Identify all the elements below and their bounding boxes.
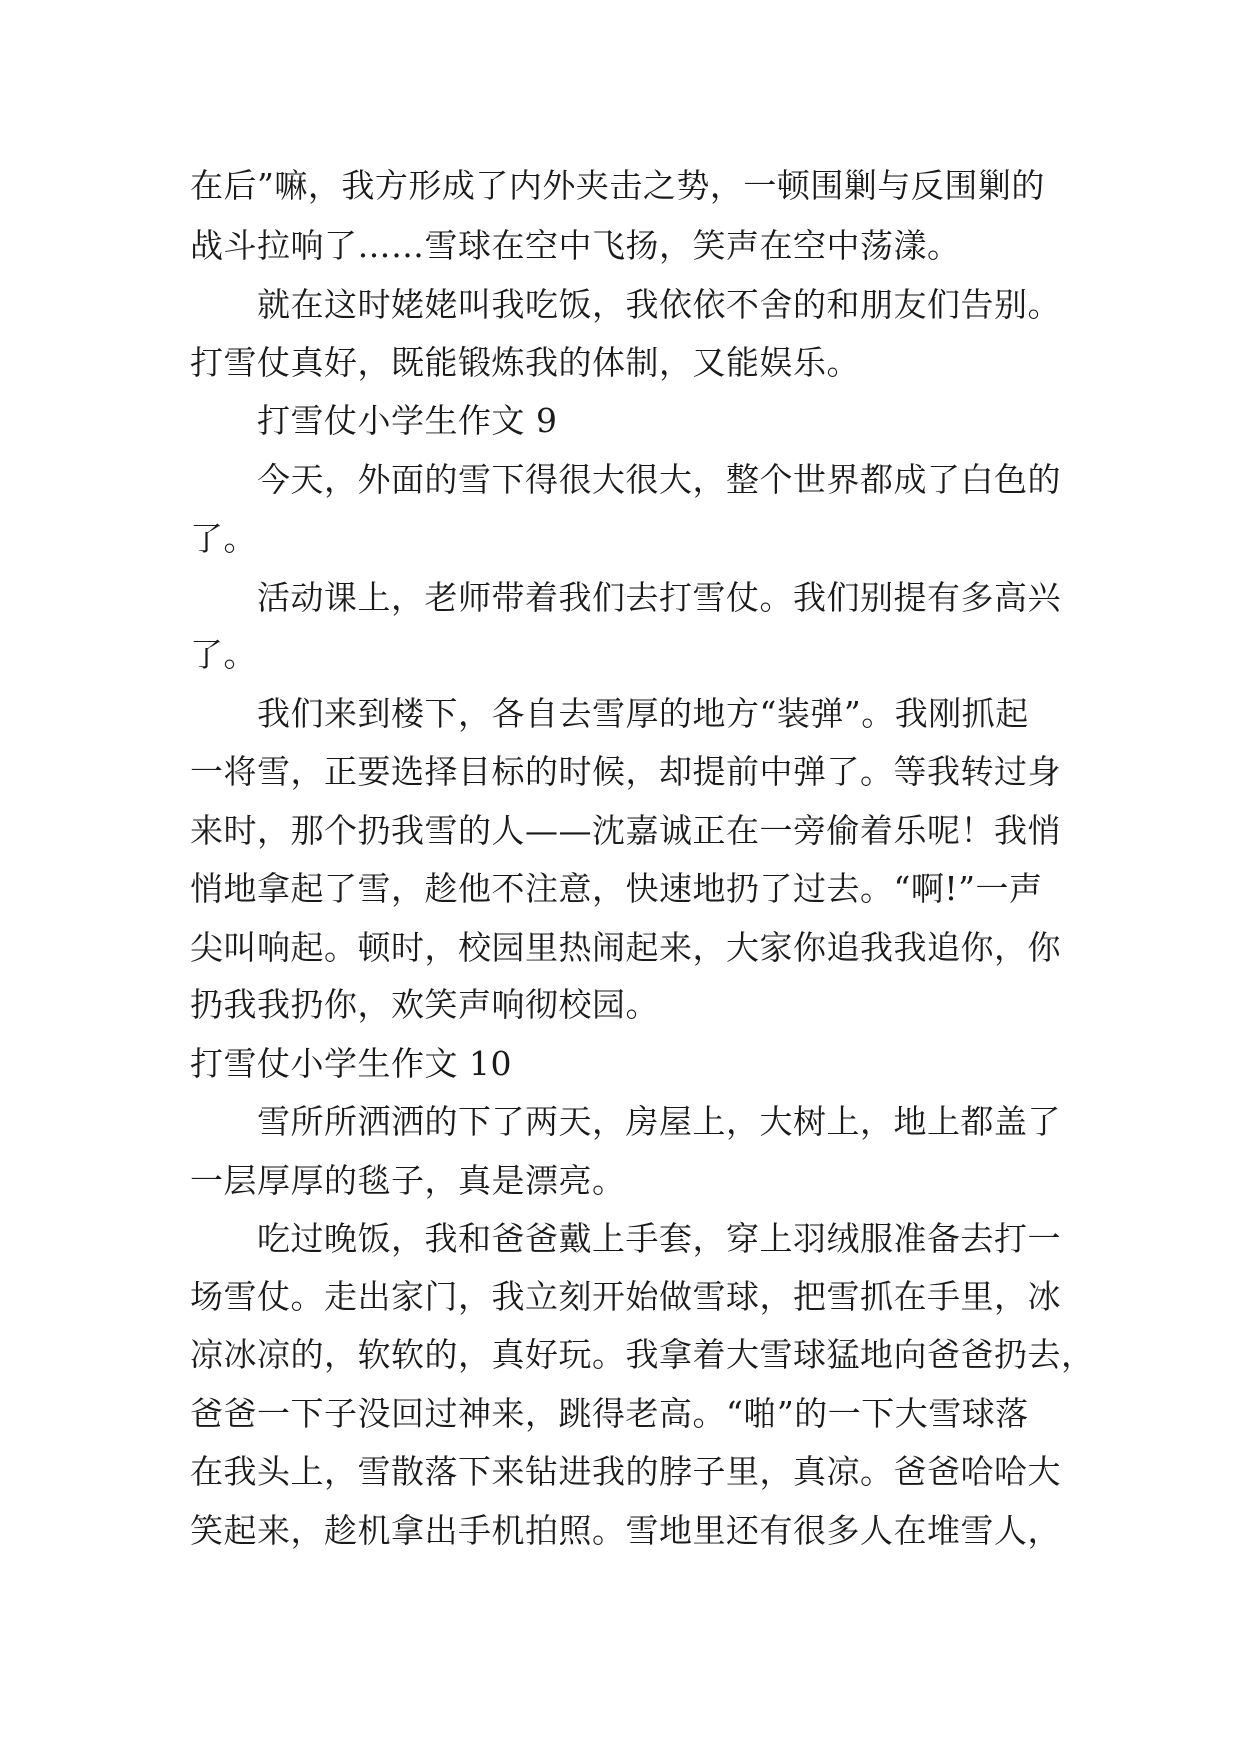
text-line: 一将雪，正要选择目标的时候，却提前中弹了。等我转过身 xyxy=(190,752,1061,791)
text-line: 了。 xyxy=(190,635,257,674)
section-heading: 打雪仗小学生作文 9 xyxy=(257,401,558,440)
paragraph-start: 我们来到楼下，各自去雪厚的地方“装弹”。我刚抓起 xyxy=(257,694,1029,733)
text-line: 在后”嘛，我方形成了内外夹击之势，一顿围剿与反围剿的 xyxy=(190,166,1045,205)
text-line: 在我头上，雪散落下来钻进我的脖子里，真凉。爸爸哈哈大 xyxy=(190,1452,1061,1491)
text-line: 尖叫响起。顿时，校园里热闹起来，大家你追我我追你，你 xyxy=(190,928,1061,967)
text-line: 来时，那个扔我雪的人——沈嘉诚正在一旁偷着乐呢！我悄 xyxy=(190,811,1061,850)
text-line: 一层厚厚的毯子，真是漂亮。 xyxy=(190,1161,626,1200)
text-line: 悄地拿起了雪，趁他不注意，快速地扔了过去。“啊!”一声 xyxy=(190,869,1043,908)
paragraph-start: 就在这时姥姥叫我吃饭，我依依不舍的和朋友们告别。 xyxy=(257,285,1061,324)
text-line: 笑起来，趁机拿出手机拍照。雪地里还有很多人在堆雪人， xyxy=(190,1511,1061,1550)
text-line: 打雪仗真好，既能锻炼我的体制，又能娱乐。 xyxy=(190,343,860,382)
text-line: 场雪仗。走出家门，我立刻开始做雪球，把雪抓在手里，冰 xyxy=(190,1277,1061,1316)
paragraph-start: 雪所所洒洒的下了两天，房屋上，大树上，地上都盖了 xyxy=(257,1102,1061,1141)
text-line: 扔我我扔你，欢笑声响彻校园。 xyxy=(190,985,659,1024)
section-heading: 打雪仗小学生作文 10 xyxy=(190,1044,512,1083)
text-line: 了。 xyxy=(190,519,257,558)
text-line: 战斗拉响了……雪球在空中飞扬，笑声在空中荡漾。 xyxy=(190,226,961,265)
paragraph-start: 今天，外面的雪下得很大很大，整个世界都成了白色的 xyxy=(257,460,1061,499)
text-line: 凉冰凉的，软软的，真好玩。我拿着大雪球猛地向爸爸扔去， xyxy=(190,1335,1095,1374)
paragraph-start: 活动课上，老师带着我们去打雪仗。我们别提有多高兴 xyxy=(257,578,1061,617)
paragraph-start: 吃过晚饭，我和爸爸戴上手套，穿上羽绒服准备去打一 xyxy=(257,1219,1061,1258)
text-line: 爸爸一下子没回过神来，跳得老高。“啪”的一下大雪球落 xyxy=(190,1394,1029,1433)
